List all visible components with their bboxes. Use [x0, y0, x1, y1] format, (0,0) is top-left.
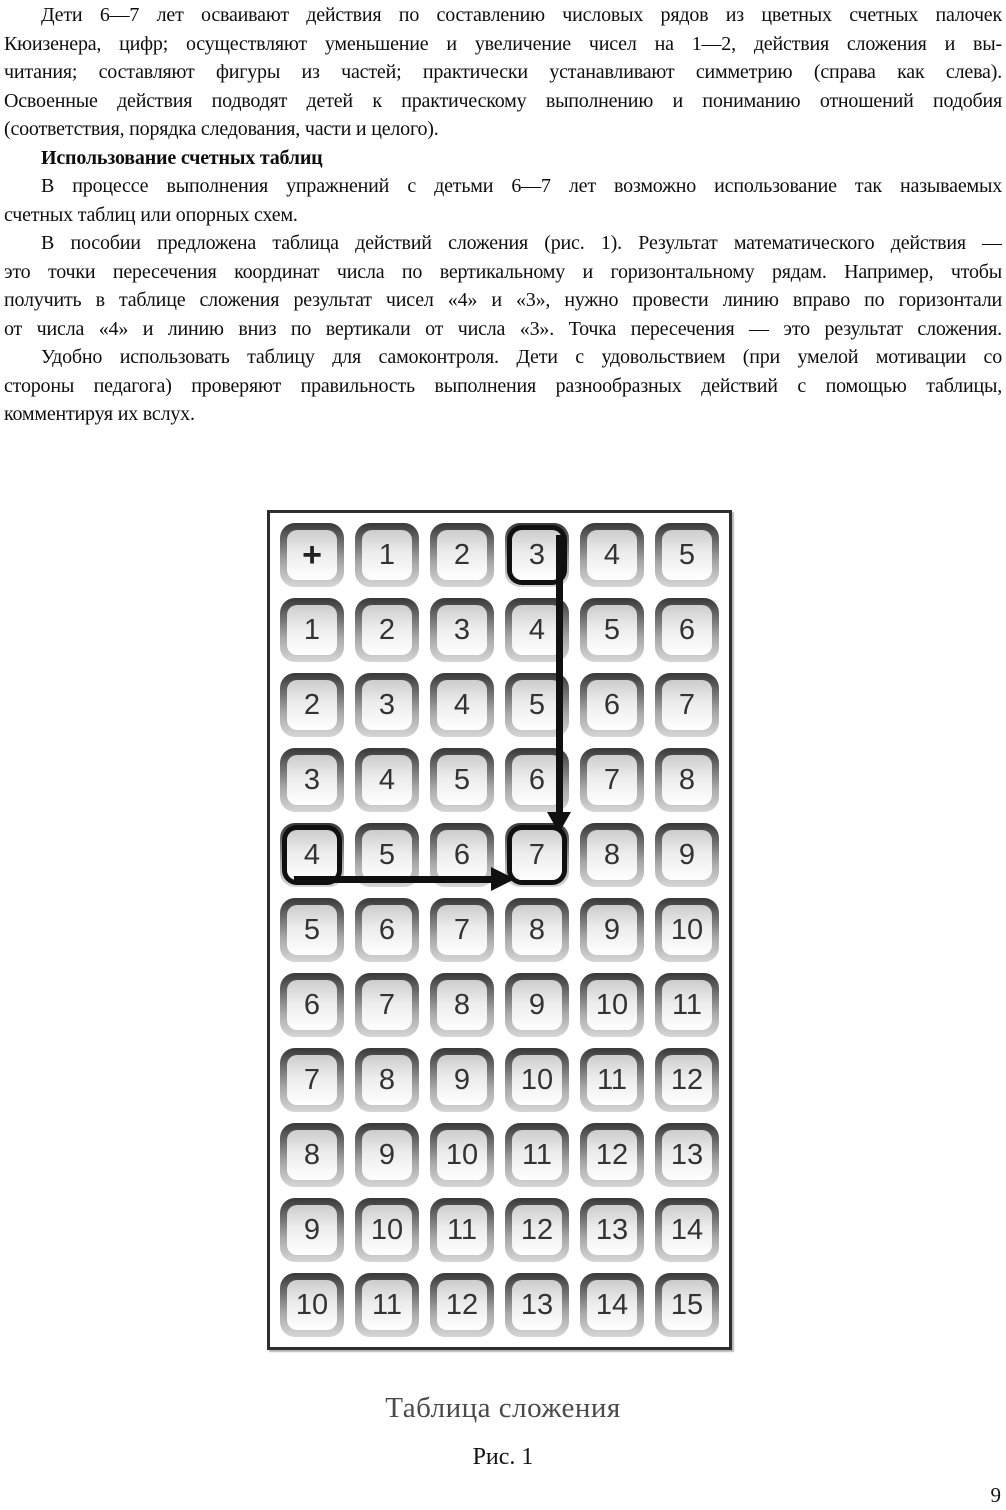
key-label: + — [287, 530, 337, 580]
key-label: 9 — [662, 830, 712, 880]
text-line: это точки пересечения координат числа по вертикальному и горизонтальному рядам. Например, чтобы — [4, 260, 1002, 283]
key-label: 7 — [587, 755, 637, 805]
key-label: 8 — [287, 1130, 337, 1180]
key-button — [430, 973, 494, 1037]
key-label: 2 — [437, 530, 487, 580]
key-button — [655, 748, 719, 812]
key-label: 13 — [662, 1130, 712, 1180]
key-button — [280, 1273, 344, 1337]
key-label: 3 — [362, 680, 412, 730]
figure-number: Рис. 1 — [472, 1444, 534, 1470]
key-label: 4 — [437, 680, 487, 730]
key-button — [655, 898, 719, 962]
key-label: 15 — [662, 1280, 712, 1330]
figure-caption: Таблица сложения — [385, 1392, 621, 1424]
key-button — [580, 1273, 644, 1337]
key-label: 5 — [437, 755, 487, 805]
text-line: Кюизенера, цифр; осуществляют уменьшение и увеличение чисел на 1—2, действия сложения и вы- — [4, 32, 1002, 55]
key-label: 11 — [587, 1055, 637, 1105]
key-label: 6 — [512, 755, 562, 805]
vertical-arrow-line — [556, 535, 563, 812]
text-line: получить в таблице сложения результат чисел «4» и «3», нужно провести линию вправо по горизонтали — [4, 289, 1002, 311]
key-label: 14 — [587, 1280, 637, 1330]
key-label: 13 — [587, 1205, 637, 1255]
key-button — [355, 523, 419, 587]
key-button — [655, 1048, 719, 1112]
key-label: 5 — [512, 680, 562, 730]
key-button — [280, 673, 344, 737]
key-button — [655, 823, 719, 887]
key-button — [580, 973, 644, 1037]
key-button — [280, 598, 344, 662]
text-line: от числа «4» и линию вниз по вертикали от числа «3». Точка пересечения — это результат сложения. — [4, 317, 1002, 340]
key-label: 7 — [437, 905, 487, 955]
key-label: 11 — [512, 1130, 562, 1180]
key-label: 2 — [287, 680, 337, 730]
key-label: 8 — [587, 830, 637, 880]
key-button — [655, 523, 719, 587]
key-label: 8 — [662, 755, 712, 805]
key-label: 1 — [362, 530, 412, 580]
key-label: 5 — [287, 905, 337, 955]
key-button — [355, 673, 419, 737]
body-text — [4, 1, 1002, 429]
key-label: 10 — [587, 980, 637, 1030]
key-button — [580, 823, 644, 887]
key-label: 10 — [512, 1055, 562, 1105]
key-button — [280, 748, 344, 812]
key-button — [430, 673, 494, 737]
key-button — [430, 748, 494, 812]
key-label: 14 — [662, 1205, 712, 1255]
key-label: 2 — [362, 605, 412, 655]
key-button — [430, 598, 494, 662]
key-button — [430, 1123, 494, 1187]
key-label: 3 — [437, 605, 487, 655]
key-button — [505, 1273, 569, 1337]
key-button — [505, 1198, 569, 1262]
key-label: 1 — [287, 605, 337, 655]
key-label: 9 — [362, 1130, 412, 1180]
key-label: 8 — [437, 980, 487, 1030]
section-heading: Использование счетных таблиц — [41, 146, 323, 169]
text-line: Освоенные действия подводят детей к практическому выполнению и пониманию отношений подобия — [4, 89, 1002, 112]
key-label: 6 — [587, 680, 637, 730]
text-line: В процессе выполнения упражнений с детьми 6—7 лет возможно использование так называемых — [41, 175, 1002, 197]
key-button — [355, 973, 419, 1037]
key-label: 9 — [287, 1205, 337, 1255]
text-line: Удобно использовать таблицу для самоконтроля. Дети с удовольствием (при умелой мотивации со — [41, 346, 1002, 368]
key-button — [655, 973, 719, 1037]
key-button — [280, 898, 344, 962]
key-button — [355, 898, 419, 962]
key-label: 6 — [287, 980, 337, 1030]
key-label: 10 — [287, 1280, 337, 1330]
key-label: 7 — [662, 680, 712, 730]
key-label: 13 — [512, 1280, 562, 1330]
key-button — [580, 748, 644, 812]
key-button — [280, 1048, 344, 1112]
key-button — [580, 598, 644, 662]
plus-key — [280, 523, 344, 587]
key-button — [280, 1198, 344, 1262]
key-label: 5 — [662, 530, 712, 580]
horizontal-arrow-head-icon — [491, 867, 515, 891]
key-label: 9 — [512, 980, 562, 1030]
key-label: 7 — [512, 830, 562, 880]
key-button — [430, 1273, 494, 1337]
key-label: 12 — [437, 1280, 487, 1330]
key-label: 8 — [512, 905, 562, 955]
key-button — [505, 973, 569, 1037]
key-label: 4 — [512, 605, 562, 655]
key-button — [655, 1273, 719, 1337]
vertical-arrow-head-icon — [547, 812, 571, 833]
key-label: 11 — [662, 980, 712, 1030]
key-label: 4 — [287, 830, 337, 880]
key-button — [430, 1048, 494, 1112]
key-label: 6 — [362, 905, 412, 955]
addition-table-figure — [267, 510, 732, 1350]
key-label: 7 — [287, 1055, 337, 1105]
key-button — [355, 1048, 419, 1112]
key-button — [580, 673, 644, 737]
key-button — [280, 973, 344, 1037]
key-label: 4 — [587, 530, 637, 580]
addition-table-grid — [280, 523, 719, 1337]
text-line: стороны педагога) проверяют правильность выполнения разнообразных действий с помощью таблицы, — [4, 374, 1002, 397]
key-label: 11 — [437, 1205, 487, 1255]
key-button — [580, 898, 644, 962]
key-label: 10 — [437, 1130, 487, 1180]
key-label: 5 — [362, 830, 412, 880]
key-label: 11 — [362, 1280, 412, 1330]
key-label: 9 — [587, 905, 637, 955]
key-button — [580, 1198, 644, 1262]
key-button — [430, 898, 494, 962]
key-label: 12 — [512, 1205, 562, 1255]
key-label: 12 — [587, 1130, 637, 1180]
key-button — [505, 1123, 569, 1187]
key-label: 6 — [662, 605, 712, 655]
key-button — [655, 1198, 719, 1262]
key-button — [655, 598, 719, 662]
key-label: 3 — [287, 755, 337, 805]
text-line: счетных таблиц или опорных схем. — [4, 203, 298, 226]
text-line: комментируя их вслух. — [4, 403, 195, 425]
key-label: 4 — [362, 755, 412, 805]
key-label: 9 — [437, 1055, 487, 1105]
horizontal-arrow-line — [294, 876, 491, 883]
key-label: 5 — [587, 605, 637, 655]
key-button — [430, 523, 494, 587]
page-number: 9 — [990, 1483, 1001, 1507]
text-line: читания; составляют фигуры из частей; практически устанавливают симметрию (справа как слева). — [4, 61, 1002, 83]
key-button — [355, 1273, 419, 1337]
key-button — [580, 1123, 644, 1187]
key-button — [355, 1198, 419, 1262]
key-button — [505, 898, 569, 962]
key-button — [580, 523, 644, 587]
key-label: 6 — [437, 830, 487, 880]
key-label: 3 — [512, 530, 562, 580]
key-button — [580, 1048, 644, 1112]
key-button — [655, 673, 719, 737]
key-button — [355, 598, 419, 662]
key-label: 12 — [662, 1055, 712, 1105]
key-label: 7 — [362, 980, 412, 1030]
text-line: Дети 6—7 лет осваивают действия по составлению числовых рядов из цветных счетных палочек — [41, 4, 1002, 26]
text-line: В пособии предложена таблица действий сложения (рис. 1). Результат математического действия — — [41, 232, 1002, 254]
key-button — [280, 1123, 344, 1187]
key-button — [505, 1048, 569, 1112]
key-label: 8 — [362, 1055, 412, 1105]
key-label: 10 — [362, 1205, 412, 1255]
key-button — [355, 748, 419, 812]
key-label: 10 — [662, 905, 712, 955]
key-button — [355, 1123, 419, 1187]
key-button — [655, 1123, 719, 1187]
key-button — [430, 1198, 494, 1262]
text-line: (соответствия, порядка следования, части и целого). — [4, 118, 439, 140]
